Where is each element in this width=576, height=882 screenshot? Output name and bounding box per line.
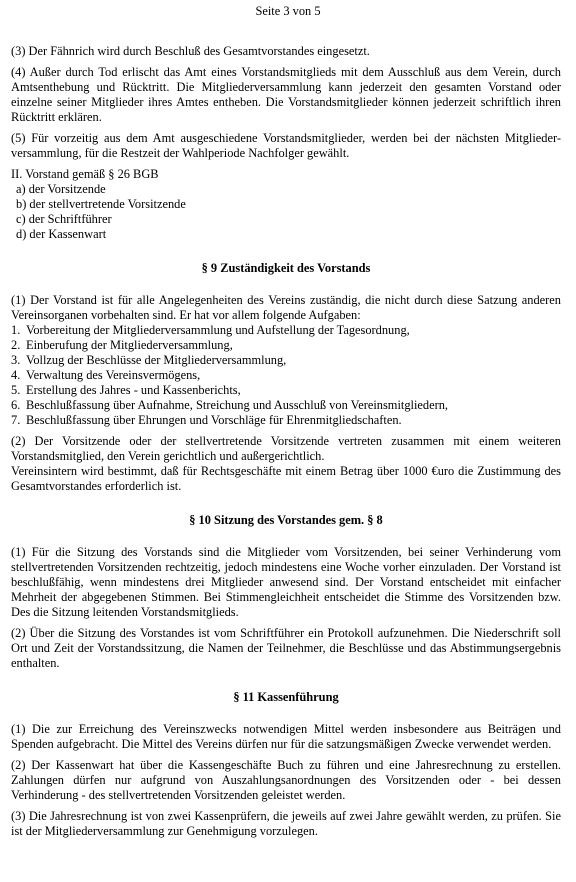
list-item-text: Verwaltung des Vereinsvermögens, <box>26 368 201 382</box>
board-member-item: d) der Kassenwart <box>16 227 107 241</box>
list-item <box>11 383 561 398</box>
list-item-number: 1. <box>11 323 21 337</box>
section-heading-10: § 10 Sitzung des Vorstandes gem. § 8 <box>189 513 383 527</box>
list-item <box>11 413 561 428</box>
list-item-number: 3. <box>11 353 21 367</box>
paragraph-8-4: (4) Außer durch Tod erlischt das Amt eines Vorstandsmitglieds mit dem Ausschluß aus dem Verein, durch Amtsenthebung und Rücktritt. Die Mitgliederversammlung kann jederzeit den gesamten Vorstand oder einzelne seiner Mitglieder ihres Amtes entheben. Die Vorstandsmitglieder können jederzeit schriftlich ihren Rücktritt erklären. <box>11 65 561 124</box>
list-item <box>11 338 561 353</box>
list-item-text: Vollzug der Beschlüsse der Mitgliederversammlung, <box>26 353 287 367</box>
paragraph-9-1: (1) Der Vorstand ist für alle Angelegenheiten des Vereins zuständig, die nicht durch diese Satzung anderen Vereinsorganen vorbehalten sind. Er hat vor allem folgende Aufgaben: <box>11 293 561 322</box>
section-heading-11: § 11 Kassenführung <box>233 690 339 704</box>
paragraph-8-3: (3) Der Fähnrich wird durch Beschluß des Gesamtvorstandes eingesetzt. <box>11 44 370 58</box>
paragraph-11-3: (3) Die Jahresrechnung ist von zwei Kassenprüfern, die jeweils auf zwei Jahre gewählt werden, zu prüfen. Sie ist der Mitgliederversammlung zur Genehmigung vorzulegen. <box>11 809 561 838</box>
paragraph-9-2: (2) Der Vorsitzende oder der stellvertretende Vorsitzende vertreten zusammen mit einem weiteren Vorstandsmitglied, den Verein gerichtlich und außergerichtlich. <box>11 434 561 463</box>
list-item-number: 7. <box>11 413 21 427</box>
task-list <box>11 323 561 428</box>
paragraph-11-1: (1) Die zur Erreichung des Vereinszwecks notwendigen Mittel werden insbesondere aus Beiträgen und Spenden aufgebracht. Die Mittel des Vereins dürfen nur für die satzungsmäßigen Zwecke verwendet werden. <box>11 722 561 751</box>
list-item-text: Einberufung der Mitgliederversammlung, <box>26 338 233 352</box>
board-member-item: b) der stellvertretende Vorsitzende <box>16 197 186 211</box>
paragraph-10-1: (1) Für die Sitzung des Vorstands sind die Mitglieder vom Vorsitzenden, bei seiner Verhinderung vom stellvertretenden Vorsitzenden rechtzeitig, jedoch mindestens eine Woche vorher einzuladen. Der Vorstand ist beschlußfähig, wenn mindestens drei Mitglieder anwesend sind. Der Vorstand entscheidet mit einfacher Mehrheit der abgegebenen Stimmen. Bei Stimmengleichheit entscheidet die Stimme des Vorsitzenden bzw. Des die Sitzung leitenden Vorstandsmitglieds. <box>11 545 561 619</box>
section-heading-9: § 9 Zuständigkeit des Vorstands <box>201 261 371 275</box>
document-body <box>11 44 561 839</box>
list-item <box>11 353 561 368</box>
list-item-number: 2. <box>11 338 21 352</box>
list-item-text: Erstellung des Jahres - und Kassenberichts, <box>26 383 241 397</box>
section-ii-title: II. Vorstand gemäß § 26 BGB <box>11 167 159 181</box>
paragraph-10-2: (2) Über die Sitzung des Vorstandes ist vom Schriftführer ein Protokoll aufzunehmen. Die Niederschrift soll Ort und Zeit der Vorstandssitzung, die Namen der Teilnehmer, die Beschlüsse und das Abstimmungsergebnis enthalten. <box>11 626 561 670</box>
list-item <box>11 368 561 383</box>
page-number: Seite 3 von 5 <box>255 4 321 18</box>
list-item <box>11 323 561 338</box>
board-member-item: c) der Schriftführer <box>16 212 112 226</box>
paragraph-8-5: (5) Für vorzeitig aus dem Amt ausgeschiedene Vorstandsmitglieder, werden bei der nächsten Mitglieder-versammlung, für die Restzeit der Wahlperiode Nachfolger gewählt. <box>11 131 561 160</box>
list-item-number: 5. <box>11 383 21 397</box>
list-item-number: 6. <box>11 398 21 412</box>
list-item-text: Beschlußfassung über Ehrungen und Vorschläge für Ehrenmitgliedschaften. <box>26 413 402 427</box>
paragraph-9-2b: Vereinsintern wird bestimmt, daß für Rechtsgeschäfte mit einem Betrag über 1000 €uro die Zustimmung des Gesamtvorstandes erforderlich ist. <box>11 464 561 493</box>
list-item-text: Beschlußfassung über Aufnahme, Streichung und Ausschluß von Vereinsmitgliedern, <box>26 398 449 412</box>
paragraph-11-2: (2) Der Kassenwart hat über die Kassengeschäfte Buch zu führen und eine Jahresrechnung zu erstellen. Zahlungen dürfen nur aufgrund von Auszahlungsanordnungen des Vorsitzenden oder - bei dessen Verhinderung - des stellvertretenden Vorsitzenden geleistet werden. <box>11 758 561 802</box>
board-member-item: a) der Vorsitzende <box>16 182 106 196</box>
list-item-text: Vorbereitung der Mitgliederversammlung und Aufstellung der Tagesordnung, <box>26 323 410 337</box>
list-item <box>11 398 561 413</box>
list-item-number: 4. <box>11 368 21 382</box>
